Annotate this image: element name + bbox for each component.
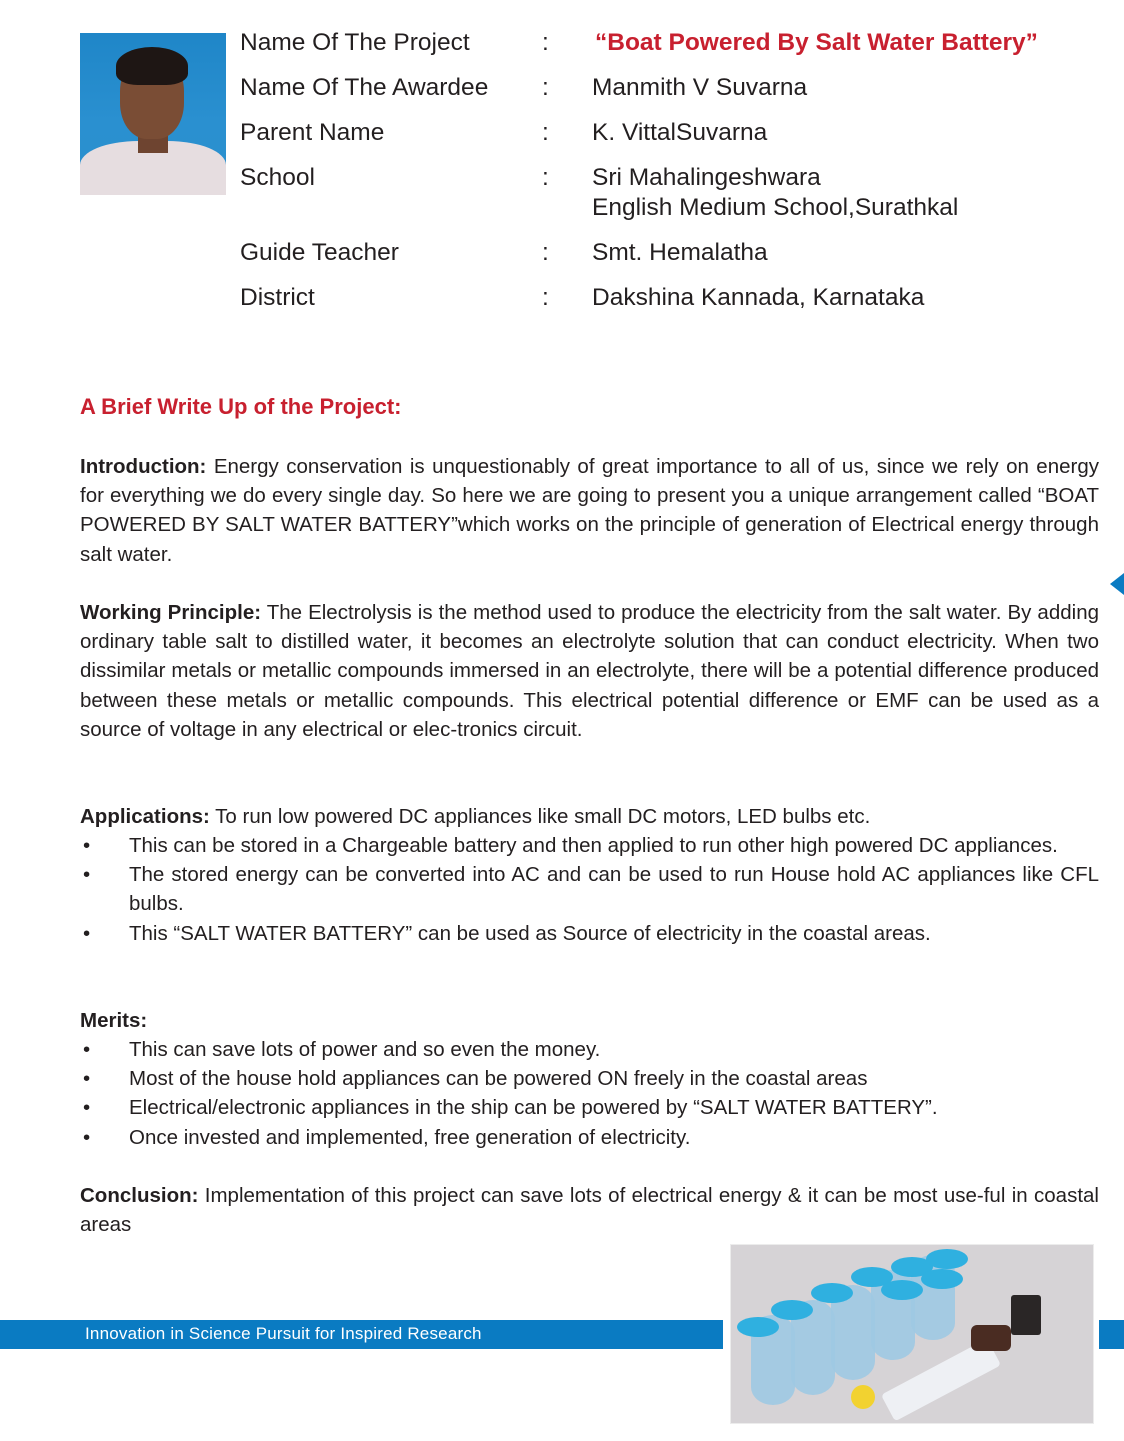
list-item-text: This can save lots of power and so even the money. [129,1038,601,1061]
list-item [80,1064,1099,1093]
photo-wires [971,1325,1011,1351]
bullet-icon: • [83,1067,91,1091]
detail-value: Sri Mahalingeshwara [592,164,821,191]
photo-cap [737,1317,779,1337]
photo-motor [1011,1295,1041,1335]
introduction-paragraph [80,452,1099,569]
merits-list [80,1035,1099,1152]
merits-label: Merits: [80,1009,148,1032]
list-item [80,1035,1099,1064]
merits-heading [80,1006,1099,1035]
photo-cap [926,1249,968,1269]
detail-label: District [240,284,315,311]
project-title: “Boat Powered By Salt Water Battery” [595,29,1038,56]
introduction-text: Energy conservation is unquestionably of great importance to all of us, since we rely on energy for everything we do every single day. So here we are going to present you a unique arrangement called “BOAT POWERED BY SALT WATER BATTERY”which works on the principle of generation of Electrical energy through salt water. [80,455,1099,566]
photo-cap [811,1283,853,1303]
detail-separator: : [542,74,549,101]
working-principle-text: The Electrolysis is the method used to produce the electricity from the salt water. By adding ordinary table salt to distilled water, it becomes an electrolyte solution that can conduct electricity. When two dissimilar metals or metallic compounds immersed in an electrolyte, there will be a potential difference produced between these metals or metallic compounds. This electrical potential difference or EMF can be used as a source of voltage in any electrical or elec-tronics circuit. [80,601,1099,741]
detail-separator: : [542,239,549,266]
detail-separator: : [542,284,549,311]
applications-text: To run low powered DC appliances like small DC motors, LED bulbs etc. [209,805,871,828]
footer-band [0,1320,723,1349]
project-photo [730,1244,1094,1424]
detail-separator: : [542,164,549,191]
detail-separator: : [542,29,549,56]
bullet-icon: • [83,921,91,945]
page-marker-arrow-icon [1110,573,1124,595]
bullet-icon: • [83,834,91,857]
list-item-text: This “SALT WATER BATTERY” can be used as Source of electricity in the coastal areas. [129,921,931,945]
detail-value-line2: English Medium School,Surathkal [592,194,959,221]
bullet-icon: • [83,863,91,887]
photo-cap [881,1280,923,1300]
writeup-heading: A Brief Write Up of the Project: [80,394,402,419]
bullet-icon: • [83,1096,91,1120]
bullet-icon: • [83,1038,91,1061]
list-item-text: This can be stored in a Chargeable battery and then applied to run other high powered DC appliances. [129,834,1058,857]
detail-value: Dakshina Kannada, Karnataka [592,284,925,311]
list-item-text: Most of the house hold appliances can be powered ON freely in the coastal areas [129,1067,868,1091]
conclusion-label: Conclusion: [80,1184,199,1207]
awardee-photo [80,33,226,195]
footer-band-right [1099,1320,1124,1349]
applications-label: Applications: [80,805,210,828]
list-item [80,919,1099,948]
conclusion-text: Implementation of this project can save lots of electrical energy & it can be most use-ful in coastal areas [80,1184,1099,1237]
introduction-label: Introduction: [80,455,207,478]
bullet-icon: • [83,1125,91,1149]
detail-label: Name Of The Project [240,29,470,56]
detail-value: K. VittalSuvarna [592,119,768,146]
working-principle-paragraph [80,598,1099,744]
detail-value: Smt. Hemalatha [592,239,768,266]
applications-list [80,831,1099,948]
list-item [80,831,1099,860]
detail-label: Parent Name [240,119,385,146]
detail-label: Name Of The Awardee [240,74,489,101]
detail-label: Guide Teacher [240,239,399,266]
list-item [80,860,1099,918]
photo-cap [771,1300,813,1320]
photo-cap [921,1269,963,1289]
list-item-text: Electrical/electronic appliances in the ship can be powered by “SALT WATER BATTERY”. [129,1096,938,1120]
list-item [80,1123,1099,1152]
working-principle-label: Working Principle: [80,601,262,624]
photo-hair [116,47,188,85]
detail-value: Manmith V Suvarna [592,74,808,101]
conclusion-paragraph [80,1181,1099,1239]
list-item-text: Once invested and implemented, free generation of electricity. [129,1125,691,1149]
list-item [80,1093,1099,1122]
photo-propeller [851,1385,875,1409]
applications-paragraph [80,802,1099,831]
detail-label: School [240,164,315,191]
detail-separator: : [542,119,549,146]
footer-tagline: Innovation in Science Pursuit for Inspired Research [85,1324,482,1343]
list-item-text: The stored energy can be converted into AC and can be used to run House hold AC appliances like CFL bulbs. [129,863,1099,916]
